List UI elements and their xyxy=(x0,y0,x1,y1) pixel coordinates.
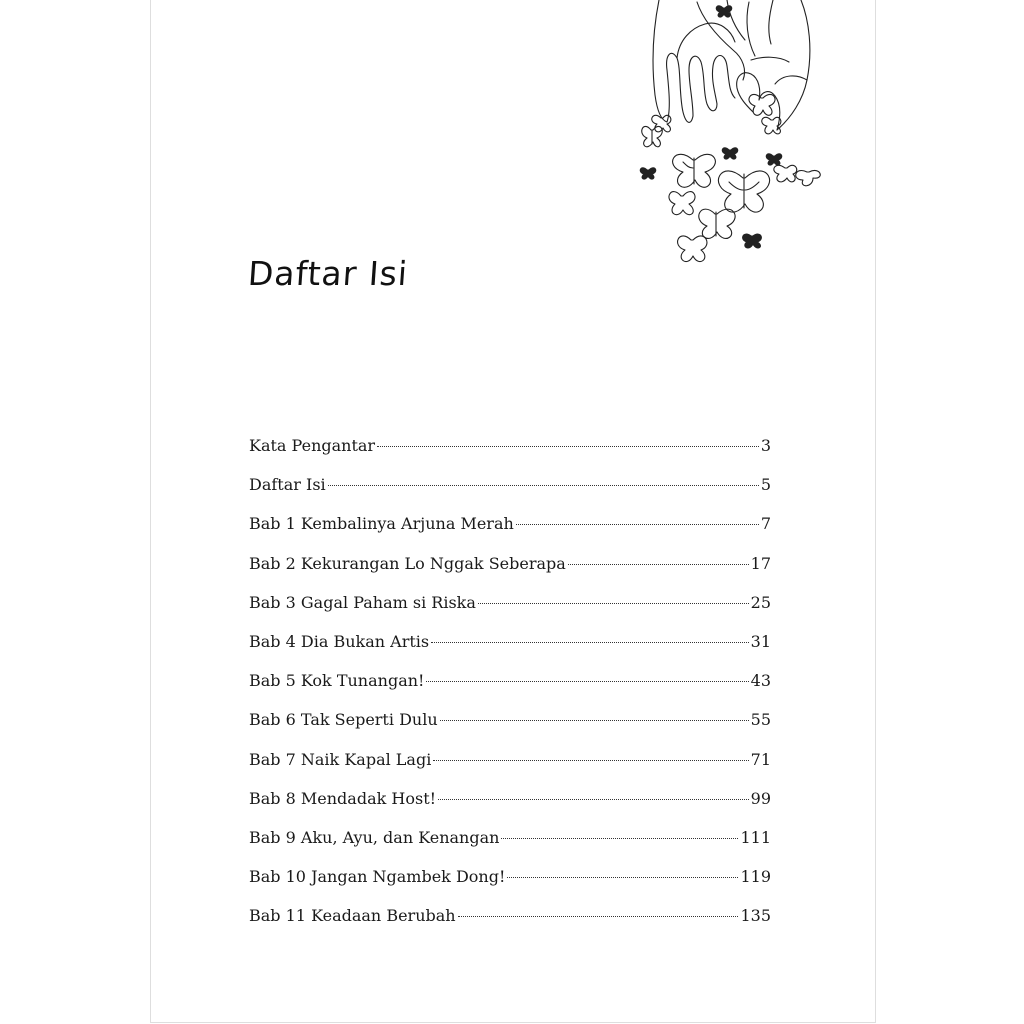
toc-entry-page: 71 xyxy=(750,749,771,769)
toc-entry-title: Bab 3 Gagal Paham si Riska xyxy=(249,592,476,612)
dot-leader xyxy=(478,603,749,604)
hands-butterflies-illustration xyxy=(631,0,831,272)
dot-leader xyxy=(458,916,739,917)
toc-entry xyxy=(249,436,771,475)
toc-entry-page: 55 xyxy=(750,710,771,730)
toc-entry xyxy=(249,514,771,553)
toc-entry-page: 3 xyxy=(760,436,771,455)
toc-entry xyxy=(249,475,771,514)
toc-entry xyxy=(249,632,771,671)
toc-entry-page: 17 xyxy=(750,553,771,573)
toc-entry-title: Bab 7 Naik Kapal Lagi xyxy=(249,749,432,769)
page-title: Daftar Isi xyxy=(246,254,410,293)
toc-entry-page: 25 xyxy=(750,592,771,612)
document-page xyxy=(150,0,876,1023)
toc-entry xyxy=(249,710,771,749)
toc-entry xyxy=(249,828,771,867)
toc-entry-title: Bab 9 Aku, Ayu, dan Kenangan xyxy=(249,827,500,847)
dot-leader xyxy=(516,524,759,525)
toc-entry xyxy=(249,671,771,710)
toc-entry xyxy=(249,789,771,828)
toc-entry xyxy=(249,906,771,945)
dot-leader xyxy=(431,642,749,643)
toc-entry-page: 5 xyxy=(760,475,771,495)
toc-entry xyxy=(249,593,771,632)
table-of-contents xyxy=(249,436,771,945)
toc-entry-page: 7 xyxy=(760,514,771,534)
toc-entry xyxy=(249,867,771,906)
hands-releasing-butterflies-icon xyxy=(631,0,831,272)
toc-entry-title: Bab 8 Mendadak Host! xyxy=(249,788,437,808)
toc-entry-title: Bab 10 Jangan Ngambek Dong! xyxy=(249,867,506,887)
toc-entry-title: Bab 11 Keadaan Berubah xyxy=(249,906,456,926)
toc-entry-title: Daftar Isi xyxy=(249,475,326,495)
dot-leader xyxy=(440,720,749,721)
toc-entry-page: 111 xyxy=(740,827,771,847)
toc-entry-title: Bab 1 Kembalinya Arjuna Merah xyxy=(249,514,514,534)
dot-leader xyxy=(426,681,748,682)
toc-entry xyxy=(249,554,771,593)
toc-entry-page: 99 xyxy=(750,788,771,808)
dot-leader xyxy=(377,446,759,447)
toc-entry-page: 135 xyxy=(740,906,771,926)
toc-entry-page: 43 xyxy=(750,671,771,691)
dot-leader xyxy=(433,760,748,761)
toc-entry xyxy=(249,750,771,789)
toc-entry-title: Bab 5 Kok Tunangan! xyxy=(249,671,425,691)
toc-entry-title: Bab 2 Kekurangan Lo Nggak Seberapa xyxy=(249,553,566,573)
toc-entry-title: Bab 6 Tak Seperti Dulu xyxy=(249,710,438,730)
toc-entry-page: 119 xyxy=(740,867,771,887)
dot-leader xyxy=(328,485,759,486)
toc-entry-page: 31 xyxy=(750,631,771,651)
dot-leader xyxy=(501,838,738,839)
toc-entry-title: Bab 4 Dia Bukan Artis xyxy=(249,631,430,651)
dot-leader xyxy=(438,799,749,800)
dot-leader xyxy=(568,564,749,565)
dot-leader xyxy=(507,877,738,878)
toc-entry-title: Kata Pengantar xyxy=(249,436,376,455)
